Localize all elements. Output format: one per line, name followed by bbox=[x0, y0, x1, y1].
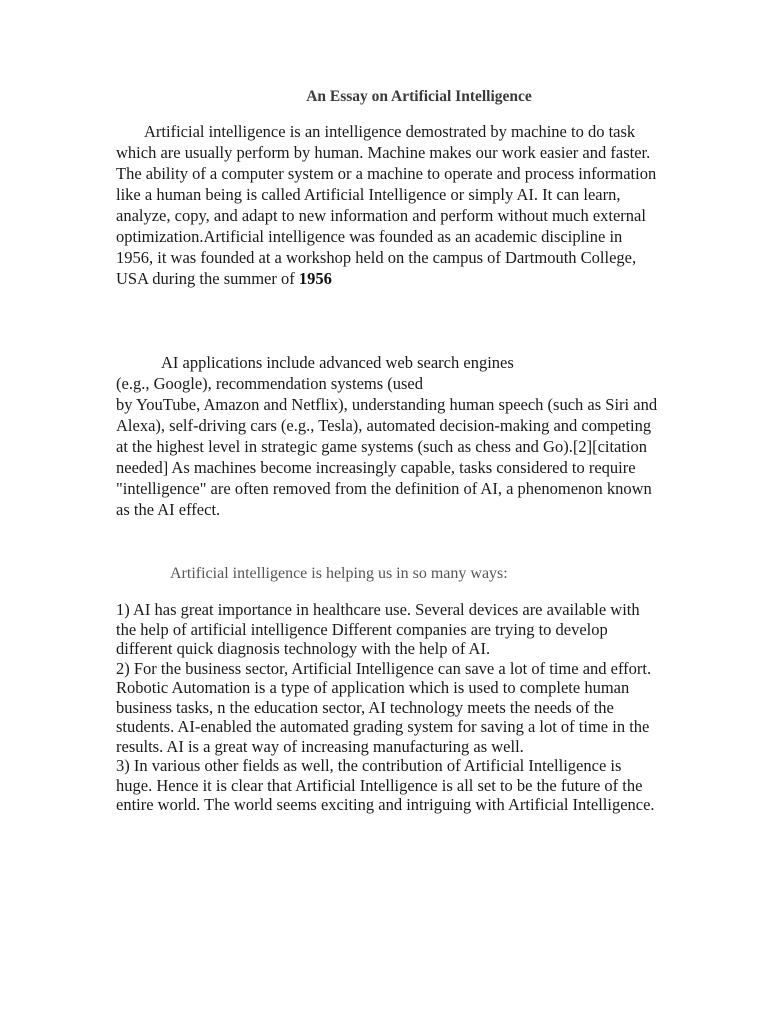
paragraph-applications-line-1: AI applications include advanced web search engines bbox=[161, 353, 514, 372]
paragraph-applications-rest: by YouTube, Amazon and Netflix), understanding human speech (such as Siri and Alexa), self-driving cars (e.g., Tesla), automated decision-making and competing at the highest level in strategic game systems (such as chess and Go).[2][citation needed] As machines become increasingly capable, tasks considered to require "intelligence" are often removed from the definition of AI, a phenomenon known as the AI effect. bbox=[116, 395, 658, 519]
paragraph-intro-year: 1956 bbox=[298, 269, 332, 288]
list-item: 2) For the business sector, Artificial Intelligence can save a lot of time and effort. Robotic Automation is a type of application which is used to complete human business tasks, n the education sector, AI technology meets the needs of the students. AI-enabled the automated grading system for saving a lot of time in the results. AI is a great way of increasing manufacturing as well. bbox=[116, 658, 652, 756]
paragraph-intro bbox=[116, 121, 661, 289]
essay-title: An Essay on Artificial Intelligence bbox=[306, 88, 532, 105]
paragraph-intro-text: Artificial intelligence is an intelligence demostrated by machine to do task which are usually perform by human. Machine makes our work easier and faster. The ability of a computer system or a machine to operate and process information like a human being is called Artificial Intelligence or simply AI. It can learn, analyze, copy, and adapt to new information and perform without much external optimization.Artificial intelligence was founded as an academic discipline in 1956, it was founded at a workshop held on the campus of Dartmouth College, USA during the summer of bbox=[116, 122, 657, 288]
benefits-list bbox=[116, 600, 656, 815]
list-item: 1) AI has great importance in healthcare use. Several devices are available with the help of artificial intelligence Different companies are trying to develop different quick diagnosis technology with the help of AI. bbox=[116, 600, 640, 658]
paragraph-applications bbox=[116, 352, 661, 520]
list-item: 3) In various other fields as well, the contribution of Artificial Intelligence is huge. Hence it is clear that Artificial Intelligence is all set to be the future of the entire world. The world seems exciting and intriguing with Artificial Intelligence. bbox=[116, 756, 655, 814]
paragraph-applications-line-2: (e.g., Google), recommendation systems (used bbox=[116, 374, 424, 393]
section-subheading: Artificial intelligence is helping us in so many ways: bbox=[170, 565, 508, 582]
